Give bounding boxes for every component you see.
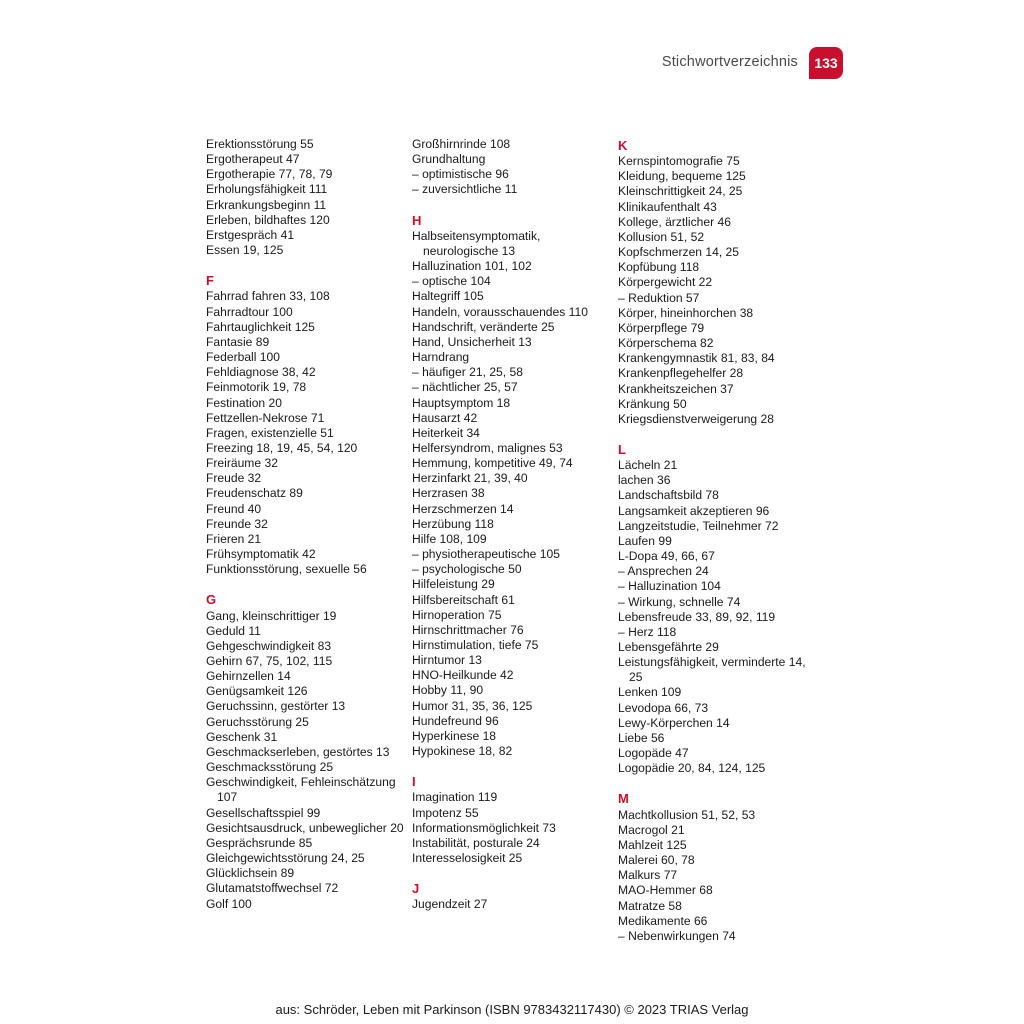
index-entry: Glücklichsein 89 bbox=[206, 866, 295, 881]
index-entry: Glutamatstoffwechsel 72 bbox=[206, 881, 339, 896]
index-entry: Erholungsfähigkeit 111 bbox=[206, 182, 328, 197]
index-entry: Imagination 119 bbox=[412, 790, 498, 805]
index-entry: Geschenk 31 bbox=[206, 729, 278, 744]
index-entry: Landschaftsbild 78 bbox=[618, 488, 719, 503]
index-entry: Logopäde 47 bbox=[618, 746, 689, 761]
index-entry: – häufiger 21, 25, 58 bbox=[412, 365, 523, 380]
index-entry: Erektionsstörung 55 bbox=[206, 137, 314, 151]
index-entry: Körperschema 82 bbox=[618, 336, 714, 351]
index-entry: Geruchssinn, gestörter 13 bbox=[206, 699, 346, 714]
index-entry: Lebensgefährte 29 bbox=[618, 640, 719, 654]
index-entry: – Wirkung, schnelle 74 bbox=[618, 594, 741, 609]
index-entry: Macrogol 21 bbox=[618, 822, 685, 837]
index-entry: Gesichtsausdruck, unbeweglicher 20 bbox=[206, 820, 404, 835]
index-entry: Laufen 99 bbox=[618, 533, 672, 548]
footer-citation: aus: Schröder, Leben mit Parkinson (ISBN 9783432117430) © 2023 TRIAS Verlag bbox=[275, 1002, 749, 1017]
index-entry: Golf 100 bbox=[206, 896, 252, 911]
index-entry: Ergotherapeut 47 bbox=[206, 152, 300, 167]
index-letter-heading: J bbox=[412, 881, 420, 897]
index-entry: Gleichgewichtsstörung 24, 25 bbox=[206, 851, 365, 866]
index-entry: Körpergewicht 22 bbox=[618, 275, 713, 290]
index-entry: Ergotherapie 77, 78, 79 bbox=[206, 167, 333, 182]
index-entry: Fahrtauglichkeit 125 bbox=[206, 319, 315, 334]
index-entry: Gang, kleinschrittiger 19 bbox=[206, 608, 337, 623]
index-entry: Hausarzt 42 bbox=[412, 410, 478, 425]
index-entry: Lächeln 21 bbox=[618, 458, 678, 473]
index-entry: Gesprächsrunde 85 bbox=[206, 835, 313, 850]
index-entry: Körperpflege 79 bbox=[618, 320, 705, 335]
index-entry: Heiterkeit 34 bbox=[412, 425, 480, 440]
index-entry: – Reduktion 57 bbox=[618, 290, 700, 305]
index-entry: Hand, Unsicherheit 13 bbox=[412, 334, 532, 349]
index-entry: Gesellschaftsspiel 99 bbox=[206, 805, 321, 820]
index-entry: Fragen, existenzielle 51 bbox=[206, 425, 334, 440]
index-entry: Liebe 56 bbox=[618, 730, 665, 745]
index-entry: – psychologische 50 bbox=[412, 562, 522, 577]
index-entry: Hirnschrittmacher 76 bbox=[412, 622, 524, 637]
index-entry: Leistungsfähigkeit, verminderte 14, 25 bbox=[618, 655, 806, 685]
index-entry: Handeln, vorausschauendes 110 bbox=[412, 304, 588, 319]
index-entry: Informationsmöglichkeit 73 bbox=[412, 820, 556, 835]
index-entry: – Ansprechen 24 bbox=[618, 564, 709, 579]
page-number-badge bbox=[809, 47, 843, 79]
index-entry: Halluzination 101, 102 bbox=[412, 259, 532, 274]
index-entry: Fahrrad fahren 33, 108 bbox=[206, 289, 330, 304]
index-entry: Hilfeleistung 29 bbox=[412, 577, 495, 592]
index-column-3 bbox=[618, 138, 818, 944]
index-letter-heading: G bbox=[206, 592, 217, 608]
index-entry: Kleidung, bequeme 125 bbox=[618, 169, 746, 184]
index-entry: Feinmotorik 19, 78 bbox=[206, 380, 307, 395]
index-column-1 bbox=[206, 137, 406, 912]
index-entry: L-Dopa 49, 66, 67 bbox=[618, 549, 715, 564]
index-entry: Frieren 21 bbox=[206, 531, 262, 546]
index-entry: – optimistische 96 bbox=[412, 167, 509, 182]
index-entry: Lewy-Körperchen 14 bbox=[618, 715, 730, 730]
index-entry: lachen 36 bbox=[618, 473, 671, 488]
index-entry: Langzeitstudie, Teilnehmer 72 bbox=[618, 518, 779, 533]
index-entry: Interesselosigkeit 25 bbox=[412, 851, 523, 866]
index-entry: Geschmackserleben, gestörtes 13 bbox=[206, 744, 390, 759]
index-entry: Hirntumor 13 bbox=[412, 653, 482, 668]
index-entry: Geschmacksstörung 25 bbox=[206, 760, 334, 775]
index-entry: Herzübung 118 bbox=[412, 516, 494, 531]
index-entry: Fettzellen-Nekrose 71 bbox=[206, 410, 325, 425]
index-entry: Instabilität, posturale 24 bbox=[412, 835, 540, 850]
index-entry: Machtkollusion 51, 52, 53 bbox=[618, 807, 756, 822]
index-entry: Großhirnrinde 108 bbox=[412, 137, 511, 151]
index-entry: Körper, hineinhorchen 38 bbox=[618, 305, 754, 320]
running-header-title: Stichwortverzeichnis bbox=[661, 54, 798, 70]
index-entry: Kollege, ärztlicher 46 bbox=[618, 214, 731, 229]
index-entry: Geduld 11 bbox=[206, 623, 261, 638]
index-entry: Halbseitensymptomatik, neurologische 13 bbox=[412, 228, 541, 258]
index-entry: Medikamente 66 bbox=[618, 913, 708, 928]
index-entry: Geschwindigkeit, Fehleinschätzung 107 bbox=[206, 775, 396, 805]
index-entry: Freudenschatz 89 bbox=[206, 486, 303, 501]
index-entry: Hilfe 108, 109 bbox=[412, 531, 487, 546]
index-entry: Freezing 18, 19, 45, 54, 120 bbox=[206, 440, 358, 455]
index-entry: Hundefreund 96 bbox=[412, 713, 499, 728]
index-entry: Gehgeschwindigkeit 83 bbox=[206, 638, 332, 653]
index-entry: Hypokinese 18, 82 bbox=[412, 744, 513, 759]
index-letter-heading: K bbox=[618, 138, 628, 153]
index-entry: Kopfübung 118 bbox=[618, 260, 700, 275]
index-entry: Kernspintomografie 75 bbox=[618, 154, 740, 169]
index-entry: Hirnstimulation, tiefe 75 bbox=[412, 638, 539, 652]
index-column-2 bbox=[412, 137, 612, 913]
index-entry: Fehldiagnose 38, 42 bbox=[206, 365, 316, 380]
index-entry: Humor 31, 35, 36, 125 bbox=[412, 698, 533, 713]
index-letter-heading: M bbox=[618, 791, 629, 807]
index-entry: Langsamkeit akzeptieren 96 bbox=[618, 503, 770, 518]
index-entry: Essen 19, 125 bbox=[206, 243, 284, 258]
index-entry: Handschrift, veränderte 25 bbox=[412, 319, 555, 334]
index-entry: Lenken 109 bbox=[618, 685, 682, 700]
index-entry: Hemmung, kompetitive 49, 74 bbox=[412, 456, 573, 471]
index-entry: HNO-Heilkunde 42 bbox=[412, 668, 514, 683]
index-entry: Hobby 11, 90 bbox=[412, 683, 484, 698]
index-entry: Herzrasen 38 bbox=[412, 486, 485, 501]
index-entry: – Herz 118 bbox=[618, 624, 677, 639]
index-entry: Erleben, bildhaftes 120 bbox=[206, 212, 330, 227]
index-entry: – nächtlicher 25, 57 bbox=[412, 380, 518, 395]
index-letter-heading: I bbox=[412, 774, 416, 790]
index-entry: Erstgespräch 41 bbox=[206, 227, 295, 242]
page-number: 133 bbox=[814, 55, 838, 71]
index-entry: Kränkung 50 bbox=[618, 396, 687, 411]
index-entry: Hyperkinese 18 bbox=[412, 728, 497, 743]
index-entry: Festination 20 bbox=[206, 395, 282, 410]
index-entry: – optische 104 bbox=[412, 274, 491, 289]
index-entry: Freude 32 bbox=[206, 471, 262, 486]
index-entry: Malkurs 77 bbox=[618, 868, 678, 883]
index-entry: Impotenz 55 bbox=[412, 805, 479, 820]
index-letter-heading: H bbox=[412, 212, 422, 228]
index-entry: Herzschmerzen 14 bbox=[412, 501, 514, 516]
index-entry: Funktionsstörung, sexuelle 56 bbox=[206, 562, 367, 577]
index-entry: Freiräume 32 bbox=[206, 456, 278, 471]
index-entry: Matratze 58 bbox=[618, 898, 682, 913]
index-entry: Haltegriff 105 bbox=[412, 289, 484, 304]
index-letter-heading: L bbox=[618, 441, 626, 457]
index-entry: Fantasie 89 bbox=[206, 334, 270, 349]
index-entry: Krankengymnastik 81, 83, 84 bbox=[618, 351, 775, 366]
index-entry: Mahlzeit 125 bbox=[618, 837, 687, 852]
index-entry: MAO-Hemmer 68 bbox=[618, 883, 713, 898]
index-entry: Herzinfarkt 21, 39, 40 bbox=[412, 471, 528, 486]
index-entry: Federball 100 bbox=[206, 350, 280, 365]
index-entry: Kollusion 51, 52 bbox=[618, 229, 705, 244]
index-letter-heading: F bbox=[206, 273, 214, 289]
index-entry: Hirnoperation 75 bbox=[412, 607, 502, 622]
index-entry: Jugendzeit 27 bbox=[412, 897, 488, 912]
index-entry: Erkrankungsbeginn 11 bbox=[206, 197, 327, 212]
index-entry: Geruchsstörung 25 bbox=[206, 714, 309, 729]
index-entry: Klinikaufenthalt 43 bbox=[618, 199, 717, 214]
index-entry: Gehirn 67, 75, 102, 115 bbox=[206, 654, 333, 668]
index-entry: – Halluzination 104 bbox=[618, 579, 721, 594]
index-entry: Freunde 32 bbox=[206, 516, 268, 531]
index-entry: Grundhaltung bbox=[412, 152, 486, 167]
index-entry: – Nebenwirkungen 74 bbox=[618, 928, 736, 943]
index-entry: Krankenpflegehelfer 28 bbox=[618, 366, 744, 381]
index-entry: Hilfsbereitschaft 61 bbox=[412, 592, 515, 607]
index-entry: Malerei 60, 78 bbox=[618, 853, 695, 868]
index-entry: Lebensfreude 33, 89, 92, 119 bbox=[618, 609, 776, 624]
index-entry: Kopfschmerzen 14, 25 bbox=[618, 245, 740, 260]
index-entry: Harndrang bbox=[412, 350, 470, 365]
index-entry: Krankheitszeichen 37 bbox=[618, 381, 734, 396]
index-entry: Fahrradtour 100 bbox=[206, 304, 293, 319]
index-entry: Hauptsymptom 18 bbox=[412, 395, 511, 410]
index-entry: Genügsamkeit 126 bbox=[206, 684, 308, 699]
index-entry: Freund 40 bbox=[206, 501, 262, 516]
index-entry: Helfersyndrom, malignes 53 bbox=[412, 440, 563, 455]
index-entry: Frühsymptomatik 42 bbox=[206, 547, 316, 562]
index-entry: Gehirnzellen 14 bbox=[206, 669, 291, 684]
index-entry: Levodopa 66, 73 bbox=[618, 700, 709, 715]
index-entry: – zuversichtliche 11 bbox=[412, 182, 518, 197]
index-entry: Logopädie 20, 84, 124, 125 bbox=[618, 761, 766, 776]
index-entry: – physiotherapeutische 105 bbox=[412, 547, 560, 562]
index-entry: Kleinschrittigkeit 24, 25 bbox=[618, 184, 743, 199]
index-entry: Kriegsdienstverweigerung 28 bbox=[618, 411, 774, 426]
